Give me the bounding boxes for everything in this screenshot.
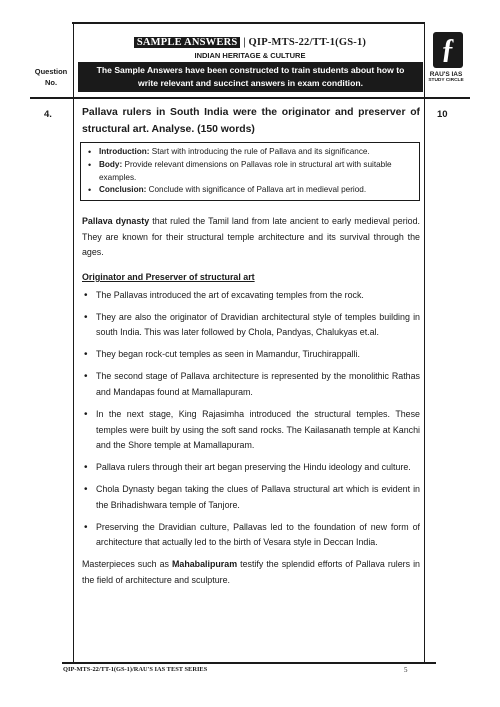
question-label-line1: Question — [34, 67, 68, 76]
list-item: • Preserving the Dravidian culture, Pallavas led to the foundation of new form of architecture that actually led to the birth of Vesara style in Deccan India. — [82, 520, 420, 551]
section-heading: Originator and Preserver of structural art — [82, 271, 255, 282]
test-code: | QIP-MTS-22/TT-1(GS-1) — [240, 37, 367, 48]
banner-line2: write relevant and succinct answers in exam condition. — [138, 78, 363, 88]
question-text: Pallava rulers in South India were the originator and preserver of structural art. Analyse. (150 words) — [82, 107, 420, 135]
list-item: • They are also the originator of Dravidian architectural style of temples building in south India. This was later followed by Chola, Pandyas, Chalukyas et.al. — [82, 310, 420, 341]
list-item: • They began rock-cut temples as seen in Mamandur, Tiruchirappalli. — [82, 347, 420, 363]
conclusion-paragraph: Masterpieces such as Mahabalipuram testify the splendid efforts of Pallava rulers in the field of architecture and sculpture. — [82, 559, 420, 585]
left-margin-rule — [73, 22, 74, 662]
answer-points — [82, 288, 420, 551]
list-item: • The Pallavas introduced the art of excavating temples from the rock. — [82, 288, 420, 304]
hint-introduction: • Introduction: Start with introducing the rule of Pallava and its significance. — [87, 146, 413, 159]
hint-conclusion: • Conclusion: Conclude with significance of Pallava art in medieval period. — [87, 184, 413, 197]
logo-subtitle: STUDY CIRCLE — [428, 78, 464, 83]
question-marks: 10 — [437, 109, 448, 120]
header-divider — [30, 97, 470, 99]
page-title — [0, 37, 500, 48]
footer-series: QIP-MTS-22/TT-1(GS-1)/RAU'S IAS TEST SERIES — [63, 666, 208, 673]
top-rule — [72, 22, 424, 24]
raus-ias-logo — [428, 32, 468, 92]
page-number: 5 — [404, 666, 408, 674]
answer-approach-box — [80, 142, 420, 201]
hint-body: • Body: Provide relevant dimensions on Pallavas role in structural art with suitable examples. — [87, 159, 413, 185]
list-item: • The second stage of Pallava architecture is represented by the monolithic Rathas and Mandapas found at Mamallapuram. — [82, 369, 420, 400]
instruction-banner — [78, 62, 423, 92]
list-item: • Chola Dynasty began taking the clues of Pallava structural art which is evident in the Brihadishwara temple of Tanjore. — [82, 482, 420, 513]
answer-content — [82, 214, 420, 588]
question-label-line2: No. — [44, 78, 58, 87]
right-margin-rule — [424, 22, 425, 662]
question-number-label — [30, 66, 72, 88]
intro-paragraph: Pallava dynasty that ruled the Tamil land from late ancient to early medieval period. They are known for their structural temple architecture and its survival through the ages. — [82, 216, 421, 258]
logo-mark-icon: ƒ — [433, 32, 463, 68]
banner-line1: The Sample Answers have been constructed to train students about how to — [96, 65, 405, 75]
question-number: 4. — [44, 109, 52, 120]
sample-answers-label: SAMPLE ANSWERS — [134, 37, 241, 48]
logo-name: RAU'S IAS — [429, 71, 463, 78]
list-item: • Pallava rulers through their art began preserving the Hindu ideology and culture. — [82, 460, 420, 476]
subject-subtitle: INDIAN HERITAGE & CULTURE — [194, 51, 306, 60]
list-item: • In the next stage, King Rajasimha introduced the structural temples. These temples were built by using the soft sand rocks. The Kailasanath temple at Kanchi and the Shore temple at Mamallapuram. — [82, 407, 420, 454]
footer-rule — [62, 662, 436, 664]
